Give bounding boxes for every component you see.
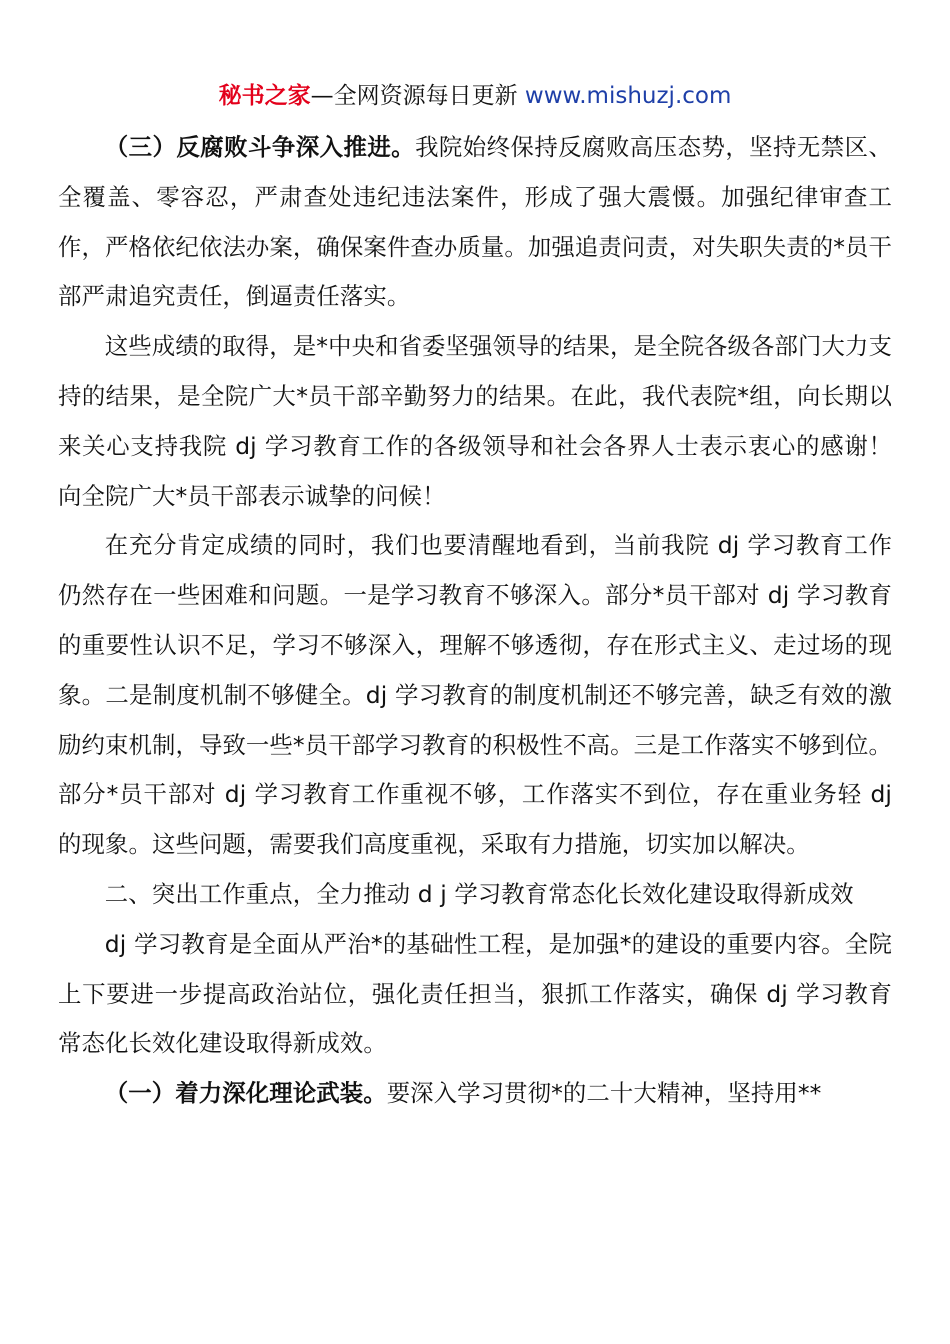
subsection-title-3: （三）反腐败斗争深入推进。: [104, 133, 416, 161]
brand-name: 秘书之家: [218, 83, 311, 109]
paragraph-problems: 在充分肯定成绩的同时，我们也要清醒地看到，当前我院 dj 学习教育工作仍然存在一些困难和问题。一是学习教育不够深入。部分*员干部对 dj 学习教育的重要性认识不足，学习不够深入，理解不够透彻，存在形式主义、走过场的现象。二是制度机制不够健全。dj 学习教育的制度机制还不够完善，缺乏有效的激励约束机制，导致一些*员干部学习教育的积极性不高。三是工作落实不够到位。部分*员干部对 dj 学习教育工作重视不够，工作落实不到位，存在重业务轻 dj 的现象。这些问题，需要我们高度重视，采取有力措施，切实加以解决。: [58, 531, 892, 859]
watermark-header: [0, 80, 950, 112]
paragraph-text: 要深入学习贯彻*的二十大精神，坚持用**: [386, 1079, 822, 1108]
paragraph-theory: [58, 1069, 892, 1119]
paragraph-section-intro: dj 学习教育是全面从严治*的基础性工程，是加强*的建设的重要内容。全院上下要进一步提高政治站位，强化责任担当，狠抓工作落实，确保 dj 学习教育常态化长效化建设取得新成效。: [58, 929, 892, 1058]
site-url-link[interactable]: www.mishuzj.com: [524, 83, 732, 109]
document-body: [58, 123, 892, 1119]
section-heading-2: 二、突出工作重点，全力推动 d j 学习教育常态化长效化建设取得新成效: [104, 879, 854, 908]
subsection-title-1: （一）着力深化理论武装。: [104, 1079, 387, 1108]
header-tagline: —全网资源每日更新: [310, 83, 518, 109]
paragraph-text: 我院始终保持反腐败高压态势，坚持无禁区、全覆盖、零容忍，严肃查处违纪违法案件，形成了强大震慑。加强纪律审查工作，严格依纪依法办案，确保案件查办质量。加强追责问责，对失职失责的*员干部严肃追究责任，倒逼责任落实。: [58, 133, 892, 311]
paragraph-anti-corruption: [58, 123, 892, 322]
paragraph-achievements: 这些成绩的取得，是*中央和省委坚强领导的结果，是全院各级各部门大力支持的结果，是全院广大*员干部辛勤努力的结果。在此，我代表院*组，向长期以来关心支持我院 dj 学习教育工作的各级领导和社会各界人士表示衷心的感谢！向全院广大*员干部表示诚挚的问候！: [58, 332, 892, 510]
